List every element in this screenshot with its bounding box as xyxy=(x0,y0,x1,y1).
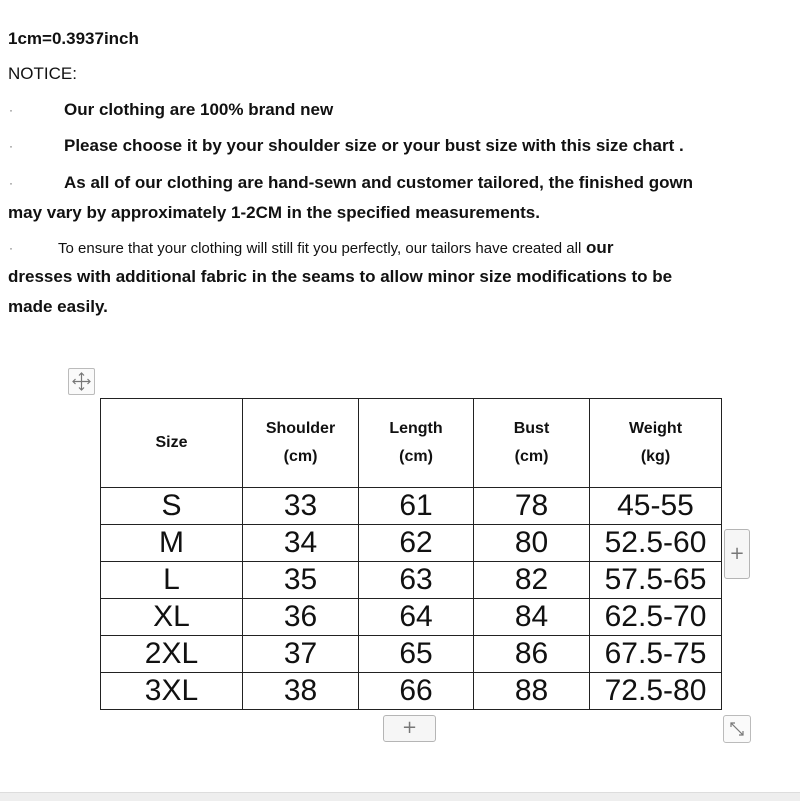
header-weight-label: Weight xyxy=(628,420,683,437)
header-size-label: Size xyxy=(155,434,188,451)
bullet-marker-2: · xyxy=(9,139,13,153)
resize-icon xyxy=(724,716,750,742)
cell-bust: 78 xyxy=(474,488,590,525)
header-weight-unit: (kg) xyxy=(640,448,671,465)
cell-size: XL xyxy=(101,599,243,636)
table-header-row xyxy=(101,399,722,488)
cell-size: 3XL xyxy=(101,673,243,710)
cell-length: 65 xyxy=(359,636,474,673)
header-shoulder-label: Shoulder xyxy=(265,420,336,437)
notice-line-4a-bold: our xyxy=(586,238,614,257)
header-weight xyxy=(590,399,722,488)
cell-shoulder: 34 xyxy=(243,525,359,562)
cell-weight: 67.5-75 xyxy=(590,636,722,673)
add-row-button[interactable]: + xyxy=(383,715,436,742)
header-length-unit: (cm) xyxy=(399,448,433,465)
cell-length: 64 xyxy=(359,599,474,636)
notice-line-2: Please choose it by your shoulder size or your bust size with this size chart . xyxy=(64,136,684,155)
header-shoulder-unit: (cm) xyxy=(283,448,318,465)
table-row xyxy=(101,488,722,525)
notice-title: NOTICE: xyxy=(8,64,77,83)
cell-weight: 72.5-80 xyxy=(590,673,722,710)
cell-size: 2XL xyxy=(101,636,243,673)
notice-line-4a xyxy=(58,237,613,260)
header-size xyxy=(101,399,243,488)
bullet-marker-3: · xyxy=(9,176,13,190)
cell-shoulder: 37 xyxy=(243,636,359,673)
cell-length: 62 xyxy=(359,525,474,562)
notice-line-3b: may vary by approximately 1-2CM in the specified measurements. xyxy=(8,203,540,222)
table-row xyxy=(101,599,722,636)
notice-line-4b: dresses with additional fabric in the seams to allow minor size modifications to be xyxy=(8,267,673,286)
cell-weight: 45-55 xyxy=(590,488,722,525)
header-length-label: Length xyxy=(389,420,443,437)
cell-shoulder: 35 xyxy=(243,562,359,599)
cell-length: 66 xyxy=(359,673,474,710)
conversion-note: 1cm=0.3937inch xyxy=(8,29,139,48)
table-row xyxy=(101,525,722,562)
header-bust xyxy=(474,399,590,488)
table-resize-handle[interactable] xyxy=(723,715,751,743)
cell-length: 61 xyxy=(359,488,474,525)
cell-shoulder: 33 xyxy=(243,488,359,525)
table-move-handle[interactable] xyxy=(68,368,95,395)
header-bust-unit: (cm) xyxy=(514,448,549,465)
notice-line-4a-small: To ensure that your clothing will still fit you perfectly, our tailors have created all xyxy=(58,240,582,257)
cell-shoulder: 38 xyxy=(243,673,359,710)
bullet-marker-1: · xyxy=(9,103,13,117)
notice-line-4c: made easily. xyxy=(8,297,108,316)
cell-bust: 84 xyxy=(474,599,590,636)
cell-bust: 80 xyxy=(474,525,590,562)
table-row xyxy=(101,562,722,599)
cell-weight: 62.5-70 xyxy=(590,599,722,636)
cell-weight: 52.5-60 xyxy=(590,525,722,562)
header-shoulder xyxy=(243,399,359,488)
header-bust-label: Bust xyxy=(513,420,550,437)
move-icon xyxy=(69,369,94,394)
cell-bust: 86 xyxy=(474,636,590,673)
add-column-button[interactable]: + xyxy=(724,529,750,579)
cell-size: S xyxy=(101,488,243,525)
cell-size: M xyxy=(101,525,243,562)
table-row xyxy=(101,673,722,710)
table-row xyxy=(101,636,722,673)
cell-length: 63 xyxy=(359,562,474,599)
notice-line-1: Our clothing are 100% brand new xyxy=(64,100,334,119)
cell-bust: 82 xyxy=(474,562,590,599)
cell-size: L xyxy=(101,562,243,599)
cell-shoulder: 36 xyxy=(243,599,359,636)
notice-line-3a: As all of our clothing are hand-sewn and customer tailored, the finished gown xyxy=(64,173,694,192)
size-chart-table xyxy=(100,398,722,710)
cell-bust: 88 xyxy=(474,673,590,710)
cell-weight: 57.5-65 xyxy=(590,562,722,599)
header-length xyxy=(359,399,474,488)
bullet-marker-4: · xyxy=(9,241,13,255)
